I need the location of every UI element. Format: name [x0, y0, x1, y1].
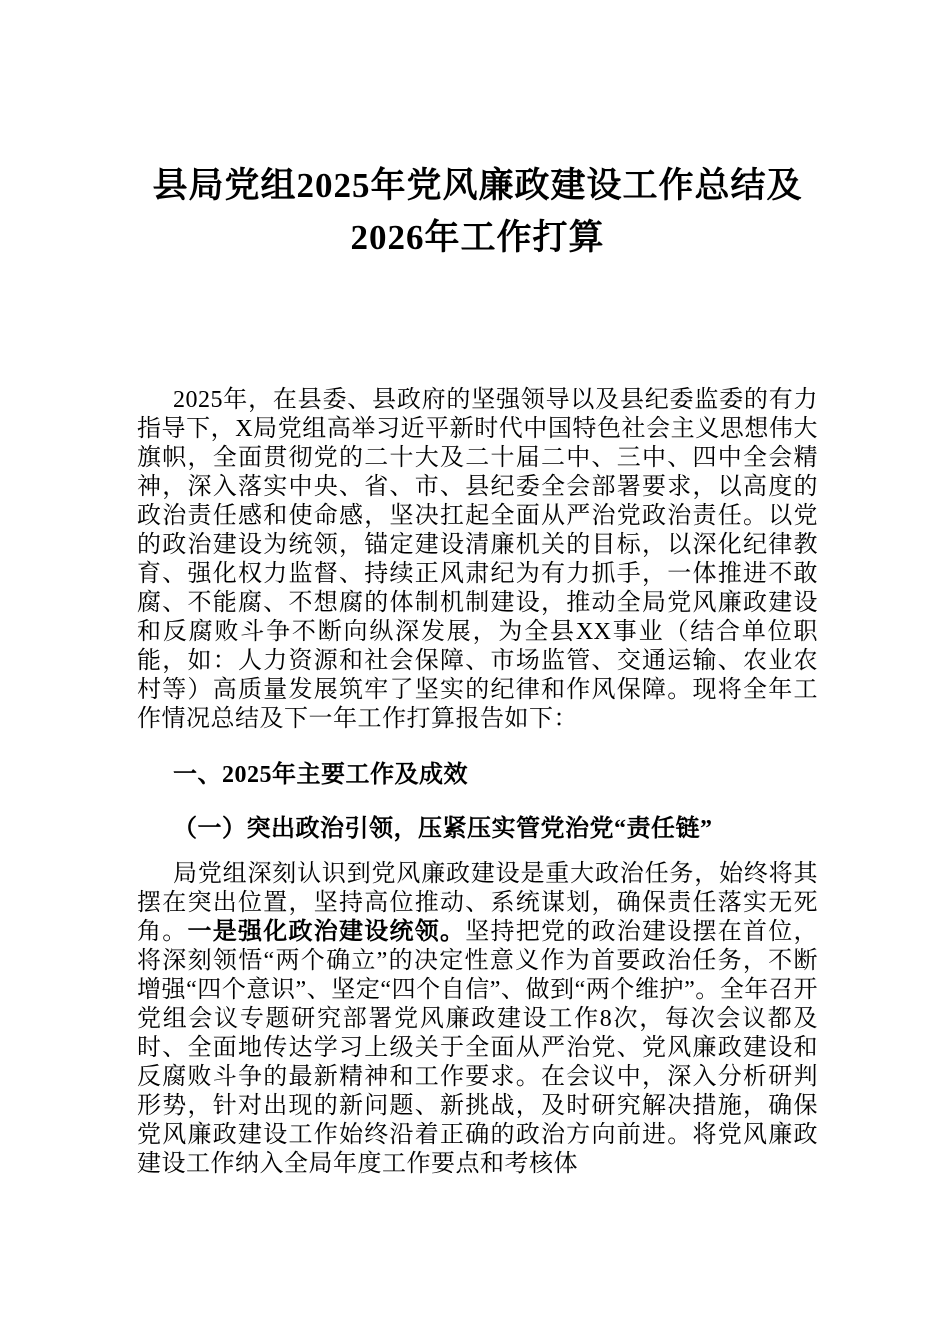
body-paragraph-bold-lead: 一是强化政治建设统领。 [187, 919, 466, 945]
document-title-line2: 2026年工作打算 [350, 218, 605, 257]
intro-paragraph: 2025年，在县委、县政府的坚强领导以及县纪委监委的有力指导下，X局党组高举习近平新时代中国特色社会主义思想伟大旗帜，全面贯彻党的二十大及二十届二中、三中、四中全会精神，深入落实中央、省、市、县纪委全会部署要求，以高度的政治责任感和使命感，坚决扛起全面从严治党政治责任。以党的政治建设为统领，锚定建设清廉机关的目标，以深化纪律教育、强化权力监督、持续正风肃纪为有力抓手，一体推进不敢腐、不能腐、不想腐的体制机制建设，推动全局党风廉政建设和反腐败斗争不断向纵深发展，为全县XX事业（结合单位职能，如：人力资源和社会保障、市场监管、交通运输、农业农村等）高质量发展筑牢了坚实的纪律和作风保障。现将全年工作情况总结及下一年工作打算报告如下： [137, 387, 818, 732]
section-1-heading: 一、2025年主要工作及成效 [173, 762, 468, 788]
section-1-subsection-1-heading: （一）突出政治引领，压紧压实管党治党“责任链” [173, 816, 713, 842]
document-title [137, 160, 818, 264]
document-title-line1: 县局党组2025年党风廉政建设工作总结及 [152, 166, 803, 205]
body-paragraph [137, 860, 818, 1179]
body-paragraph-segment-1: 局党组深刻认识到党风廉政建设是重大政治任务，始终将其摆在突出位置，坚持高位推动、系统谋划，确保责任落实无死角。 [137, 861, 818, 945]
body-paragraph-segment-2: 坚持把党的政治建设摆在首位，将深刻领悟“两个确立”的决定性意义作为首要政治任务，不断增强“四个意识”、坚定“四个自信”、做到“两个维护”。全年召开党组会议专题研究部署党风廉政建设工作8次，每次会议都及时、全面地传达学习上级关于全面从严治党、党风廉政建设和反腐败斗争的最新精神和工作要求。在会议中，深入分析研判形势，针对出现的新问题、新挑战，及时研究解决措施，确保党风廉政建设工作始终沿着正确的政治方向前进。将党风廉政建设工作纳入全局年度工作要点和考核体 [137, 919, 818, 1177]
